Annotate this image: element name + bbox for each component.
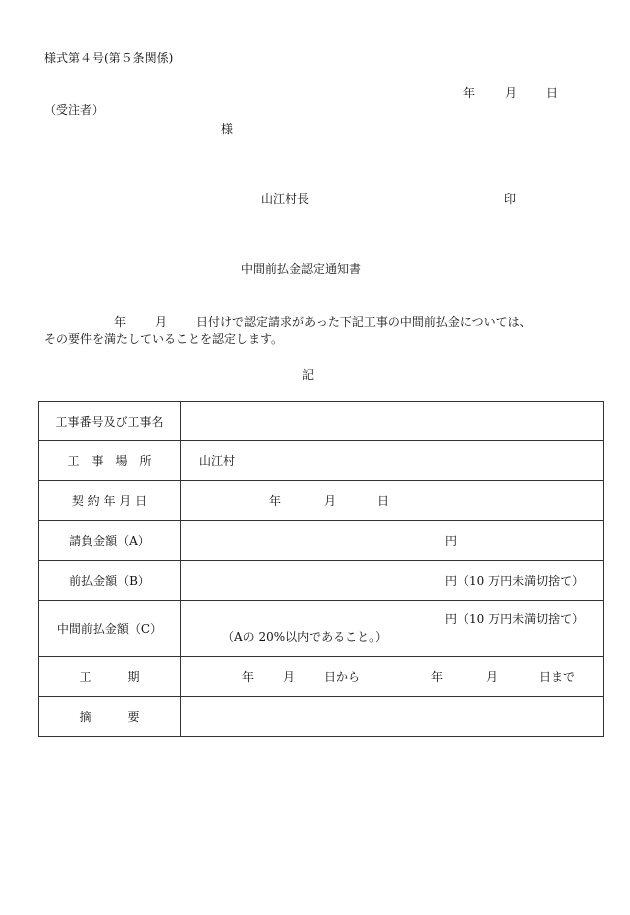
contract-date-label: 契 約 年 月 日 — [39, 481, 181, 521]
ki-heading: 記 — [302, 368, 315, 382]
construction-name-label: 工事番号及び工事名 — [39, 402, 181, 441]
period-to-day: 日まで — [539, 670, 576, 684]
date-month: 月 — [505, 86, 518, 100]
period-to-month: 月 — [486, 670, 499, 684]
construction-name-value — [181, 402, 604, 441]
period-from-year: 年 — [242, 670, 255, 684]
advance-amount-yen: 円（10 万円未満切捨て） — [445, 574, 585, 588]
table-row — [39, 441, 604, 481]
form-number: 様式第４号(第５条関係) — [44, 51, 174, 65]
table-row — [39, 561, 604, 601]
advance-amount-label: 前払金額（B） — [39, 561, 181, 601]
table-row — [39, 601, 604, 657]
table-row — [39, 521, 604, 561]
construction-site-label: 工 事 場 所 — [39, 441, 181, 481]
interim-amount-yen: 円（10 万円未満切捨て） — [445, 612, 585, 626]
table-row — [39, 697, 604, 737]
body-line-1: 日付けで認定請求があった下記工事の中間前払金については、 — [196, 315, 532, 329]
table-row — [39, 481, 604, 521]
request-month: 月 — [155, 315, 168, 329]
contract-amount-value — [181, 521, 604, 561]
body-line-2: その要件を満たしていることを認定します。 — [44, 332, 284, 346]
request-year: 年 — [114, 315, 127, 329]
construction-period-label: 工 期 — [39, 657, 181, 697]
interim-amount-note: （Aの 20%以内であること。） — [222, 630, 388, 644]
details-table — [38, 401, 604, 737]
contract-date-value — [181, 481, 604, 521]
contract-year: 年 — [269, 494, 282, 508]
seal-mark: 印 — [504, 192, 517, 206]
period-to-year: 年 — [431, 670, 444, 684]
contract-month: 月 — [324, 494, 337, 508]
contract-amount-label: 請負金額（A） — [39, 521, 181, 561]
remarks-label: 摘 要 — [39, 697, 181, 737]
construction-site-value — [181, 441, 604, 481]
remarks-value — [181, 697, 604, 737]
interim-amount-value — [181, 601, 604, 657]
contract-amount-yen: 円 — [445, 534, 458, 548]
interim-amount-label: 中間前払金額（C） — [39, 601, 181, 657]
construction-period-value — [181, 657, 604, 697]
date-year: 年 — [463, 86, 476, 100]
site-value-text: 山江村 — [199, 454, 236, 468]
document-title: 中間前払金認定通知書 — [241, 262, 362, 276]
recipient-label: （受注者） — [44, 103, 105, 117]
issuer-title: 山江村長 — [261, 192, 310, 206]
table-row — [39, 402, 604, 441]
table-row — [39, 657, 604, 697]
advance-amount-value — [181, 561, 604, 601]
recipient-honorific: 様 — [221, 122, 234, 136]
period-from-day: 日から — [324, 670, 361, 684]
period-from-month: 月 — [283, 670, 296, 684]
date-day: 日 — [546, 86, 559, 100]
contract-day: 日 — [377, 494, 390, 508]
